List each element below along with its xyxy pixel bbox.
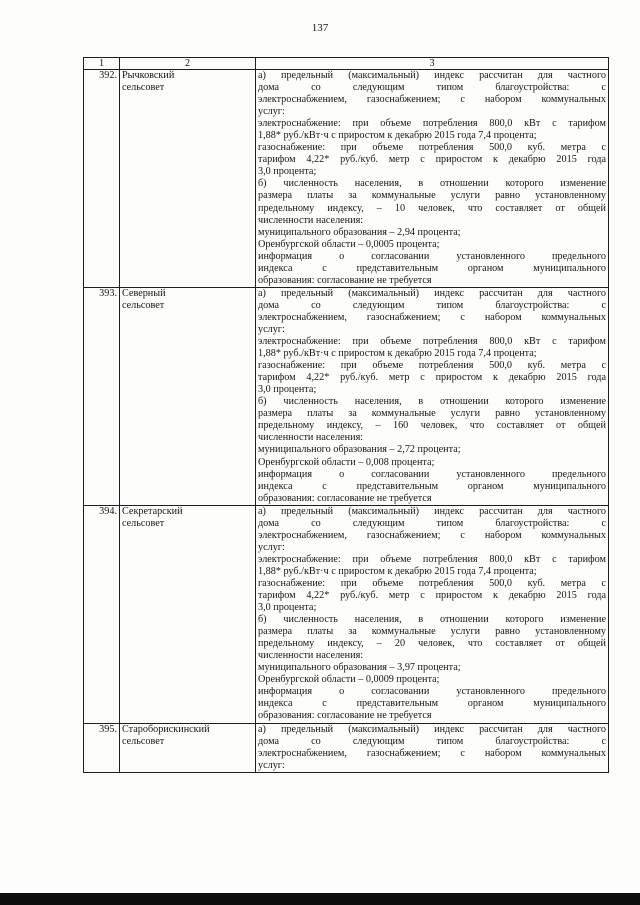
description-line: электроснабжением, газоснабжением; с набором коммунальных bbox=[258, 94, 606, 106]
description-line: размера платы за коммунальные услуги равно установленному bbox=[258, 626, 606, 638]
description-line: 1,88* руб./кВт·ч с приростом к декабрю 2015 года 7,4 процента; bbox=[258, 130, 537, 142]
row-number: 394. bbox=[84, 505, 120, 723]
index-description bbox=[256, 70, 609, 288]
description-line: газоснабжение: при объеме потребления 500,0 куб. метра с bbox=[258, 142, 606, 154]
description-line: численности населения: bbox=[258, 214, 364, 226]
description-line: 3,0 процента; bbox=[258, 166, 317, 178]
description-line: электроснабжением, газоснабжением; с набором коммунальных bbox=[258, 311, 606, 323]
column-header-description: 3 bbox=[256, 58, 609, 70]
description-line: муниципального образования – 3,97 процента; bbox=[258, 662, 461, 674]
municipality-name-line: сельсовет bbox=[122, 517, 165, 529]
municipality-name bbox=[120, 505, 256, 723]
description-line: электроснабжение: при объеме потребления 800,0 кВт с тарифом bbox=[258, 118, 606, 130]
description-line: а) предельный (максимальный) индекс рассчитан для частного bbox=[258, 287, 606, 299]
page-number: 137 bbox=[311, 22, 329, 34]
table-row bbox=[84, 287, 609, 505]
description-line: муниципального образования – 2,72 процента; bbox=[258, 444, 461, 456]
description-line: б) численность населения, в отношении которого изменение bbox=[258, 396, 606, 408]
municipality-name bbox=[120, 287, 256, 505]
description-line: Оренбургской области – 0,0009 процента; bbox=[258, 674, 440, 686]
description-line: тарифом 4,22* руб./куб. метр с приростом к декабрю 2015 года bbox=[258, 590, 606, 602]
description-line: услуг: bbox=[258, 106, 285, 118]
description-line: дома со следующим типом благоустройства: с bbox=[258, 299, 606, 311]
municipality-name bbox=[120, 70, 256, 288]
description-line: услуг: bbox=[258, 541, 285, 553]
description-line: б) численность населения, в отношении которого изменение bbox=[258, 614, 606, 626]
description-line: а) предельный (максимальный) индекс рассчитан для частного bbox=[258, 70, 606, 81]
description-line: электроснабжением, газоснабжением; с набором коммунальных bbox=[258, 747, 606, 759]
description-line: информация о согласовании установленного предельного bbox=[258, 686, 606, 698]
description-line: предельному индексу, – 10 человек, что составляет от общей bbox=[258, 202, 606, 214]
table-body bbox=[84, 70, 609, 773]
description-line: индекса с представительным органом муниципального bbox=[258, 480, 606, 492]
description-line: дома со следующим типом благоустройства: с bbox=[258, 735, 606, 747]
description-line: газоснабжение: при объеме потребления 500,0 куб. метра с bbox=[258, 360, 606, 372]
description-line: информация о согласовании установленного предельного bbox=[258, 468, 606, 480]
table-row bbox=[84, 70, 609, 288]
description-line: тарифом 4,22* руб./куб. метр с приростом к декабрю 2015 года bbox=[258, 372, 606, 384]
description-line: предельному индексу, – 20 человек, что составляет от общей bbox=[258, 638, 606, 650]
description-line: муниципального образования – 2,94 процента; bbox=[258, 226, 461, 238]
description-line: образования: согласование не требуется bbox=[258, 492, 432, 504]
description-line: 3,0 процента; bbox=[258, 602, 317, 614]
municipality-name-line: Секретарский bbox=[122, 505, 183, 517]
table-header-row bbox=[84, 58, 609, 70]
description-line: образования: согласование не требуется bbox=[258, 274, 432, 286]
description-line: б) численность населения, в отношении которого изменение bbox=[258, 178, 606, 190]
column-header-number: 1 bbox=[84, 58, 120, 70]
index-description bbox=[256, 287, 609, 505]
description-line: электроснабжением, газоснабжением; с набором коммунальных bbox=[258, 529, 606, 541]
description-line: Оренбургской области – 0,008 процента; bbox=[258, 456, 435, 468]
description-line: Оренбургской области – 0,0005 процента; bbox=[258, 238, 440, 250]
municipality-name-line: Рычковский bbox=[122, 70, 175, 81]
table-row bbox=[84, 505, 609, 723]
description-line: дома со следующим типом благоустройства: с bbox=[258, 517, 606, 529]
row-number: 393. bbox=[84, 287, 120, 505]
municipality-name bbox=[120, 723, 256, 772]
description-line: услуг: bbox=[258, 323, 285, 335]
description-line: 1,88* руб./кВт·ч с приростом к декабрю 2015 года 7,4 процента; bbox=[258, 565, 537, 577]
description-line: размера платы за коммунальные услуги равно установленному bbox=[258, 190, 606, 202]
index-description bbox=[256, 723, 609, 772]
description-line: электроснабжение: при объеме потребления 800,0 кВт с тарифом bbox=[258, 336, 606, 348]
description-line: электроснабжение: при объеме потребления 800,0 кВт с тарифом bbox=[258, 553, 606, 565]
index-description bbox=[256, 505, 609, 723]
row-number: 395. bbox=[84, 723, 120, 772]
municipality-name-line: сельсовет bbox=[122, 299, 165, 311]
scan-bottom-edge bbox=[0, 893, 640, 905]
municipality-name-line: сельсовет bbox=[122, 82, 165, 94]
description-line: услуг: bbox=[258, 759, 285, 771]
description-line: газоснабжение: при объеме потребления 500,0 куб. метра с bbox=[258, 577, 606, 589]
description-line: а) предельный (максимальный) индекс рассчитан для частного bbox=[258, 723, 606, 735]
tariff-index-table bbox=[83, 57, 609, 773]
description-line: предельному индексу, – 160 человек, что составляет от общей bbox=[258, 420, 606, 432]
municipality-name-line: сельсовет bbox=[122, 735, 165, 747]
row-number: 392. bbox=[84, 70, 120, 288]
description-line: индекса с представительным органом муниципального bbox=[258, 262, 606, 274]
municipality-name-line: Северный bbox=[122, 287, 166, 299]
description-line: размера платы за коммунальные услуги равно установленному bbox=[258, 408, 606, 420]
description-line: а) предельный (максимальный) индекс рассчитан для частного bbox=[258, 505, 606, 517]
table-row bbox=[84, 723, 609, 772]
description-line: тарифом 4,22* руб./куб. метр с приростом к декабрю 2015 года bbox=[258, 154, 606, 166]
municipality-name-line: Староборискинский bbox=[122, 723, 210, 735]
description-line: индекса с представительным органом муниципального bbox=[258, 698, 606, 710]
description-line: образования: согласование не требуется bbox=[258, 710, 432, 722]
description-line: дома со следующим типом благоустройства: с bbox=[258, 82, 606, 94]
description-line: информация о согласовании установленного предельного bbox=[258, 250, 606, 262]
description-line: численности населения: bbox=[258, 650, 364, 662]
description-line: 3,0 процента; bbox=[258, 384, 317, 396]
description-line: численности населения: bbox=[258, 432, 364, 444]
description-line: 1,88* руб./кВт·ч с приростом к декабрю 2015 года 7,4 процента; bbox=[258, 348, 537, 360]
column-header-name: 2 bbox=[120, 58, 256, 70]
